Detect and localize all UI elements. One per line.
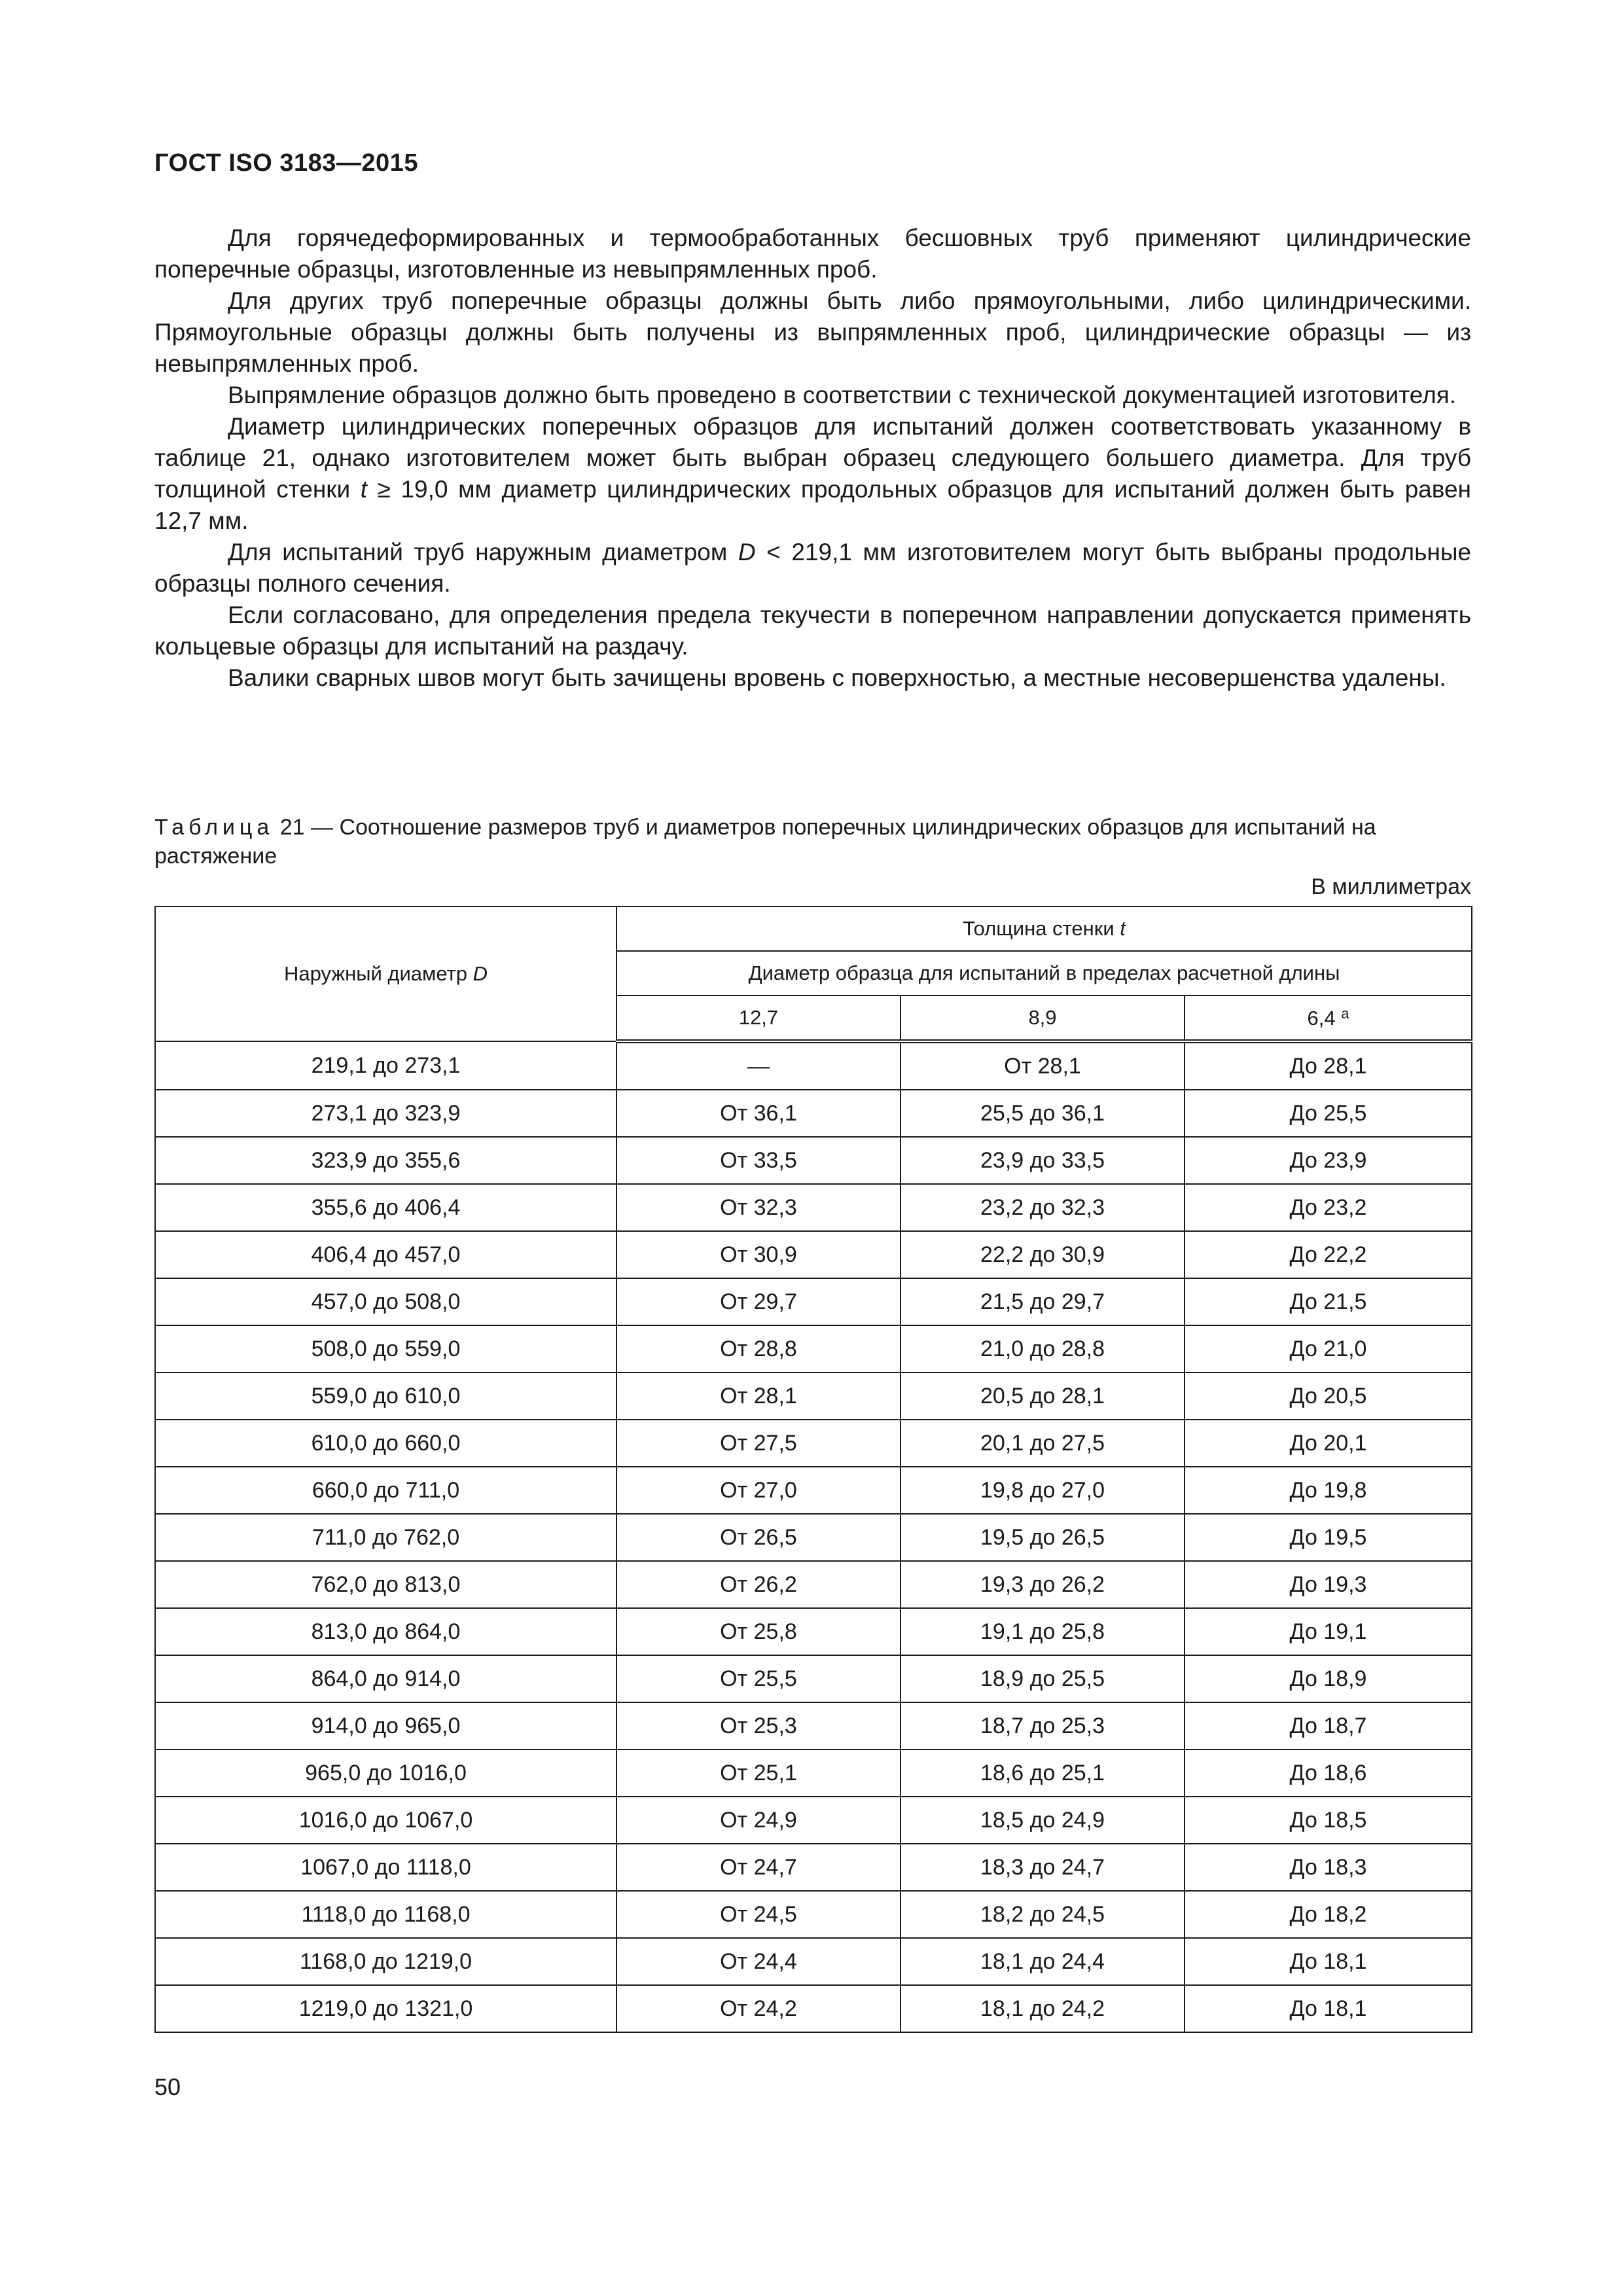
header-col-8-9: 8,9 [901,996,1185,1041]
footnote-marker: а [1341,1005,1349,1022]
table-cell: 406,4 до 457,0 [155,1231,616,1278]
table-cell: 1168,0 до 1219,0 [155,1938,616,1985]
table-cell: До 23,9 [1185,1137,1472,1184]
table-cell: 559,0 до 610,0 [155,1372,616,1420]
paragraph: Выпрямление образцов должно быть проведено в соответствии с технической документацией изготовителя. [228,382,1456,408]
table-cell: 25,5 до 36,1 [901,1090,1185,1137]
table-row [155,1137,1472,1184]
table-cell: От 25,8 [616,1608,901,1655]
paragraph-text: ≥ 19,0 мм диаметр цилиндрических продольных образцов для испытаний должен быть равен 12,7 мм. [154,476,1471,534]
table-row [155,1467,1472,1514]
table-cell: 18,9 до 25,5 [901,1655,1185,1702]
paragraph [154,411,1471,537]
table-cell: 1016,0 до 1067,0 [155,1797,616,1844]
paragraph-text: Диаметр цилиндрических поперечных образцов для испытаний должен соответствовать указанному в таблице 21, однако изготовителем может быть выбран образец следующего большего диаметра. Для труб толщиной стенки [154,413,1471,503]
table-cell: 18,5 до 24,9 [901,1797,1185,1844]
table-cell: От 24,9 [616,1797,901,1844]
table-row [155,1608,1472,1655]
table-cell: От 24,2 [616,1985,901,2032]
page-number: 50 [154,2073,181,2100]
table-row [155,1891,1472,1938]
table-row [155,1372,1472,1420]
header-outer-diameter [155,906,616,1041]
table-cell: До 28,1 [1185,1041,1472,1090]
table-cell: До 23,2 [1185,1184,1472,1231]
table-cell: 23,2 до 32,3 [901,1184,1185,1231]
paragraph: Для горячедеформированных и термообработанных бесшовных труб применяют цилиндрические поперечные образцы, изготовленные из невыпрямленных проб. [154,224,1471,283]
table-cell: 18,3 до 24,7 [901,1844,1185,1891]
header-col-6-4 [1185,996,1472,1041]
table-cell: 711,0 до 762,0 [155,1514,616,1561]
table-cell: 19,3 до 26,2 [901,1561,1185,1608]
table-cell: 18,1 до 24,4 [901,1938,1185,1985]
table-cell: До 20,1 [1185,1420,1472,1467]
table-row [155,1041,1472,1090]
dimensions-table [154,906,1472,2033]
table-cell: До 19,1 [1185,1608,1472,1655]
table-cell: 18,1 до 24,2 [901,1985,1185,2032]
table-cell: От 27,0 [616,1467,901,1514]
table-row [155,1514,1472,1561]
table-cell: — [616,1041,901,1090]
table-cell: До 18,1 [1185,1938,1472,1985]
table-row [155,1090,1472,1137]
table-cell: От 26,5 [616,1514,901,1561]
body-text [154,223,1471,694]
table-cell: До 25,5 [1185,1090,1472,1137]
table-cell: От 30,9 [616,1231,901,1278]
table-cell: 914,0 до 965,0 [155,1702,616,1749]
table-cell: 20,5 до 28,1 [901,1372,1185,1420]
table-cell: От 26,2 [616,1561,901,1608]
table-cell: От 25,1 [616,1749,901,1797]
table-cell: 355,6 до 406,4 [155,1184,616,1231]
table-row [155,1844,1472,1891]
table-cell: 323,9 до 355,6 [155,1137,616,1184]
table-cell: 864,0 до 914,0 [155,1655,616,1702]
table-cell: 965,0 до 1016,0 [155,1749,616,1797]
table-cell: До 21,5 [1185,1278,1472,1325]
table-cell: От 32,3 [616,1184,901,1231]
table-cell: 20,1 до 27,5 [901,1420,1185,1467]
table-cell: От 24,4 [616,1938,901,1985]
table-cell: От 28,8 [616,1325,901,1372]
table-cell: 21,0 до 28,8 [901,1325,1185,1372]
table-cell: От 33,5 [616,1137,901,1184]
table-cell: 1118,0 до 1168,0 [155,1891,616,1938]
variable-t: t [360,476,368,503]
header-text: Толщина стенки [963,917,1120,940]
variable-d: D [473,962,488,985]
units-note: В миллиметрах [1311,874,1471,899]
header-text: 6,4 [1307,1007,1336,1030]
paragraph [154,537,1471,600]
table-cell: От 24,7 [616,1844,901,1891]
table-cell: 813,0 до 864,0 [155,1608,616,1655]
table-row [155,1184,1472,1231]
table-cell: До 22,2 [1185,1231,1472,1278]
paragraph: Валики сварных швов могут быть зачищены вровень с поверхностью, а местные несовершенства удалены. [228,664,1446,691]
document-title: ГОСТ ISO 3183—2015 [154,149,418,177]
table-cell: 219,1 до 273,1 [155,1041,616,1090]
variable-t: t [1120,917,1126,940]
paragraph-text: < 219,1 мм изготовителем могут быть выбраны продольные образцы полного сечения. [154,539,1471,597]
table-caption-prefix: Таблица [154,815,274,840]
table-cell: 23,9 до 33,5 [901,1137,1185,1184]
table-row [155,1749,1472,1797]
table-cell: До 18,9 [1185,1655,1472,1702]
table-cell: От 27,5 [616,1420,901,1467]
table-row [155,1561,1472,1608]
table-cell: 18,6 до 25,1 [901,1749,1185,1797]
header-wall-thickness [616,906,1472,951]
table-cell: До 19,3 [1185,1561,1472,1608]
table-cell: 1067,0 до 1118,0 [155,1844,616,1891]
table-cell: От 28,1 [901,1041,1185,1090]
table-cell: От 25,3 [616,1702,901,1749]
table-body [155,1041,1472,2032]
table-cell: 610,0 до 660,0 [155,1420,616,1467]
table-cell: 273,1 до 323,9 [155,1090,616,1137]
table-row [155,1985,1472,2032]
table-cell: От 25,5 [616,1655,901,1702]
table-cell: 22,2 до 30,9 [901,1231,1185,1278]
table-row [155,1231,1472,1278]
table-cell: 508,0 до 559,0 [155,1325,616,1372]
table-cell: До 19,8 [1185,1467,1472,1514]
header-text: Наружный диаметр [283,962,473,985]
paragraph: Для других труб поперечные образцы должны быть либо прямоугольными, либо цилиндрическими. Прямоугольные образцы должны быть получены из выпрямленных проб, цилиндрические образцы — из невыпрямленных проб. [154,287,1471,377]
table-cell: До 18,5 [1185,1797,1472,1844]
table-cell: До 18,7 [1185,1702,1472,1749]
table-cell: 762,0 до 813,0 [155,1561,616,1608]
paragraph: Если согласовано, для определения предела текучести в поперечном направлении допускается применять кольцевые образцы для испытаний на раздачу. [154,601,1471,660]
table-row [155,1938,1472,1985]
table-cell: 18,2 до 24,5 [901,1891,1185,1938]
table-row [155,1655,1472,1702]
table-row [155,1325,1472,1372]
table-cell: 19,8 до 27,0 [901,1467,1185,1514]
table-cell: 19,1 до 25,8 [901,1608,1185,1655]
table-cell: До 20,5 [1185,1372,1472,1420]
table-row [155,1797,1472,1844]
table-row [155,1420,1472,1467]
table-cell: До 18,2 [1185,1891,1472,1938]
table-cell: От 36,1 [616,1090,901,1137]
table-row [155,1702,1472,1749]
table-cell: От 29,7 [616,1278,901,1325]
table-cell: От 24,5 [616,1891,901,1938]
table-caption [154,813,1471,870]
table-cell: 457,0 до 508,0 [155,1278,616,1325]
variable-d: D [738,539,756,565]
paragraph-text: Для испытаний труб наружным диаметром [228,539,738,565]
table-cell: 660,0 до 711,0 [155,1467,616,1514]
table-caption-text: 21 — Соотношение размеров труб и диаметров поперечных цилиндрических образцов для испытаний на растяжение [154,815,1376,869]
table-cell: 21,5 до 29,7 [901,1278,1185,1325]
header-specimen-diameter: Диаметр образца для испытаний в пределах расчетной длины [616,951,1472,996]
table-cell: До 18,1 [1185,1985,1472,2032]
table-cell: До 19,5 [1185,1514,1472,1561]
table-cell: От 28,1 [616,1372,901,1420]
table-cell: 1219,0 до 1321,0 [155,1985,616,2032]
header-col-12-7: 12,7 [616,996,901,1041]
table-row [155,1278,1472,1325]
table-cell: До 18,6 [1185,1749,1472,1797]
table-cell: 18,7 до 25,3 [901,1702,1185,1749]
table-cell: До 18,3 [1185,1844,1472,1891]
table-cell: До 21,0 [1185,1325,1472,1372]
table-cell: 19,5 до 26,5 [901,1514,1185,1561]
